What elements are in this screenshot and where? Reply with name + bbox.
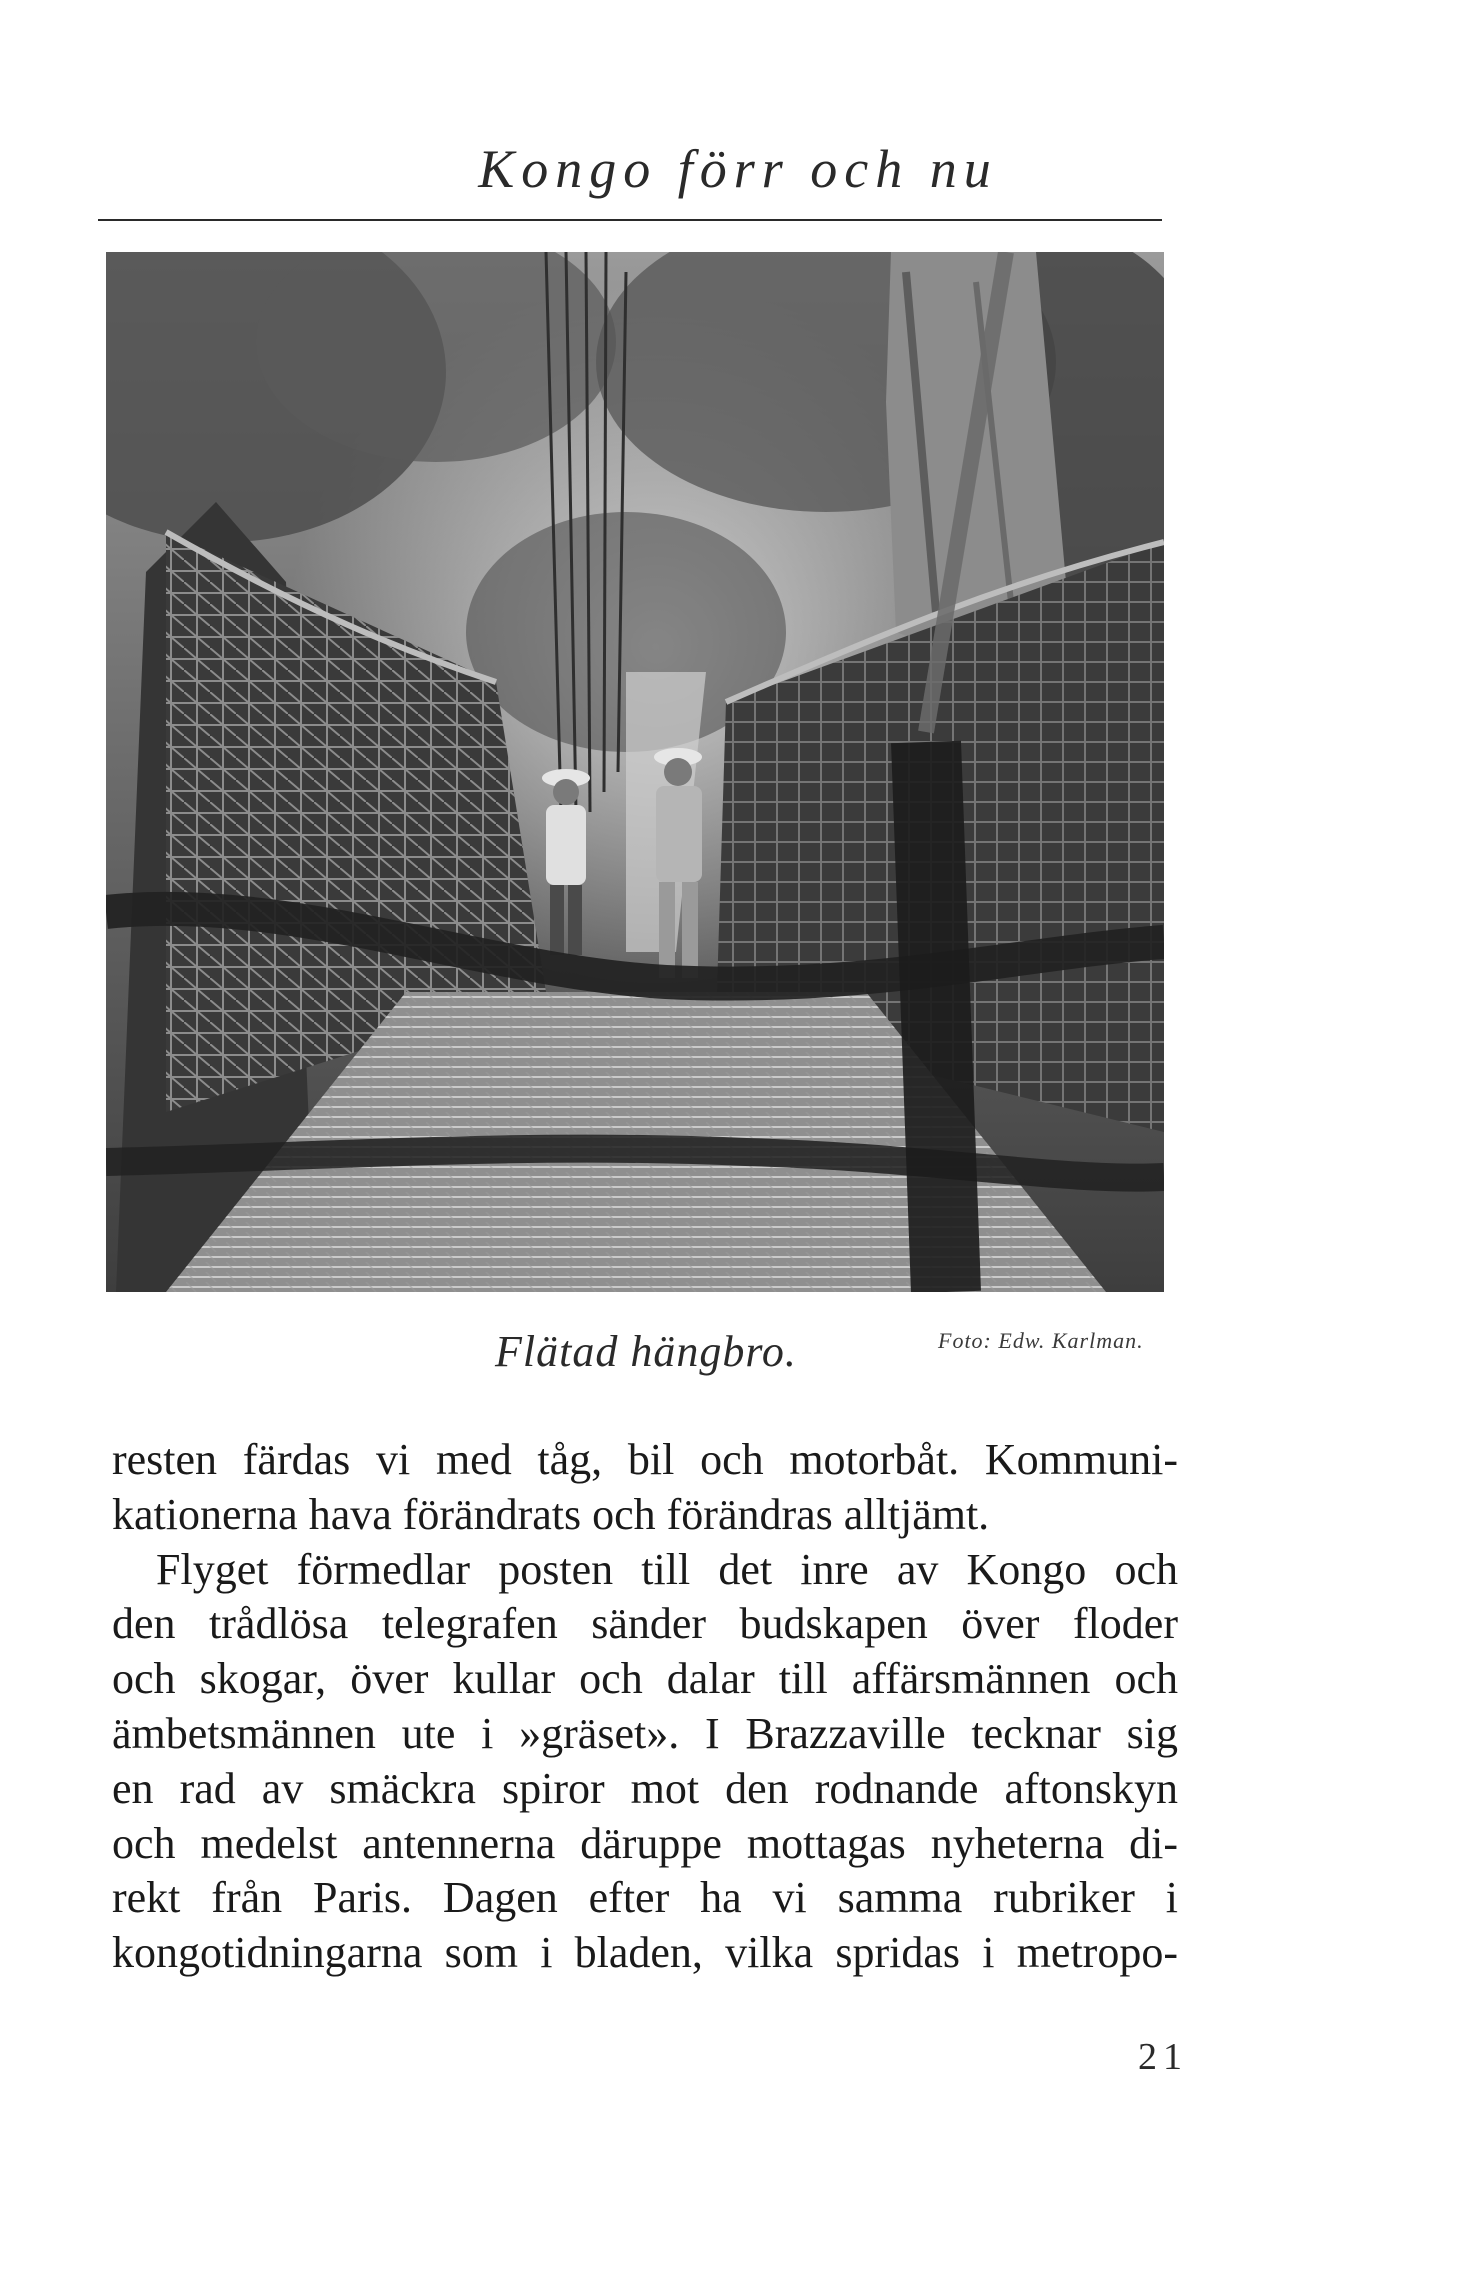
figure-caption: Flätad hängbro. [495, 1327, 797, 1376]
photo-credit: Foto: Edw. Karlman. [938, 1328, 1144, 1353]
text-line: en rad av smäckra spiror mot den rodnande aftonskyn [112, 1763, 1178, 1813]
text-line: och skogar, över kullar och dalar till affärsmännen och [112, 1654, 1178, 1704]
text-line: Flyget förmedlar posten till det inre av Kongo och [156, 1544, 1178, 1594]
text-line: ämbetsmännen ute i »gräset». I Brazzaville tecknar sig [112, 1708, 1178, 1758]
text-line: resten färdas vi med tåg, bil och motorbåt. Kommuni- [112, 1435, 1178, 1484]
text-line: kationerna hava förändrats och förändras alltjämt. [112, 1489, 990, 1539]
page-number: 21 [1138, 2036, 1188, 2078]
text-line: kongotidningarna som i bladen, vilka spridas i metropo- [112, 1928, 1178, 1978]
bridge-photograph [106, 252, 1164, 1292]
running-title: Kongo förr och nu [478, 139, 998, 199]
text-line: rekt från Paris. Dagen efter ha vi samma rubriker i [112, 1873, 1178, 1923]
header-rule [98, 219, 1162, 221]
text-line: den trådlösa telegrafen sänder budskapen över floder [112, 1599, 1178, 1649]
body-text [112, 1433, 1178, 1981]
photo-illustration [106, 252, 1164, 1292]
text-line: och medelst antennerna däruppe mottagas nyheterna di- [112, 1818, 1178, 1868]
